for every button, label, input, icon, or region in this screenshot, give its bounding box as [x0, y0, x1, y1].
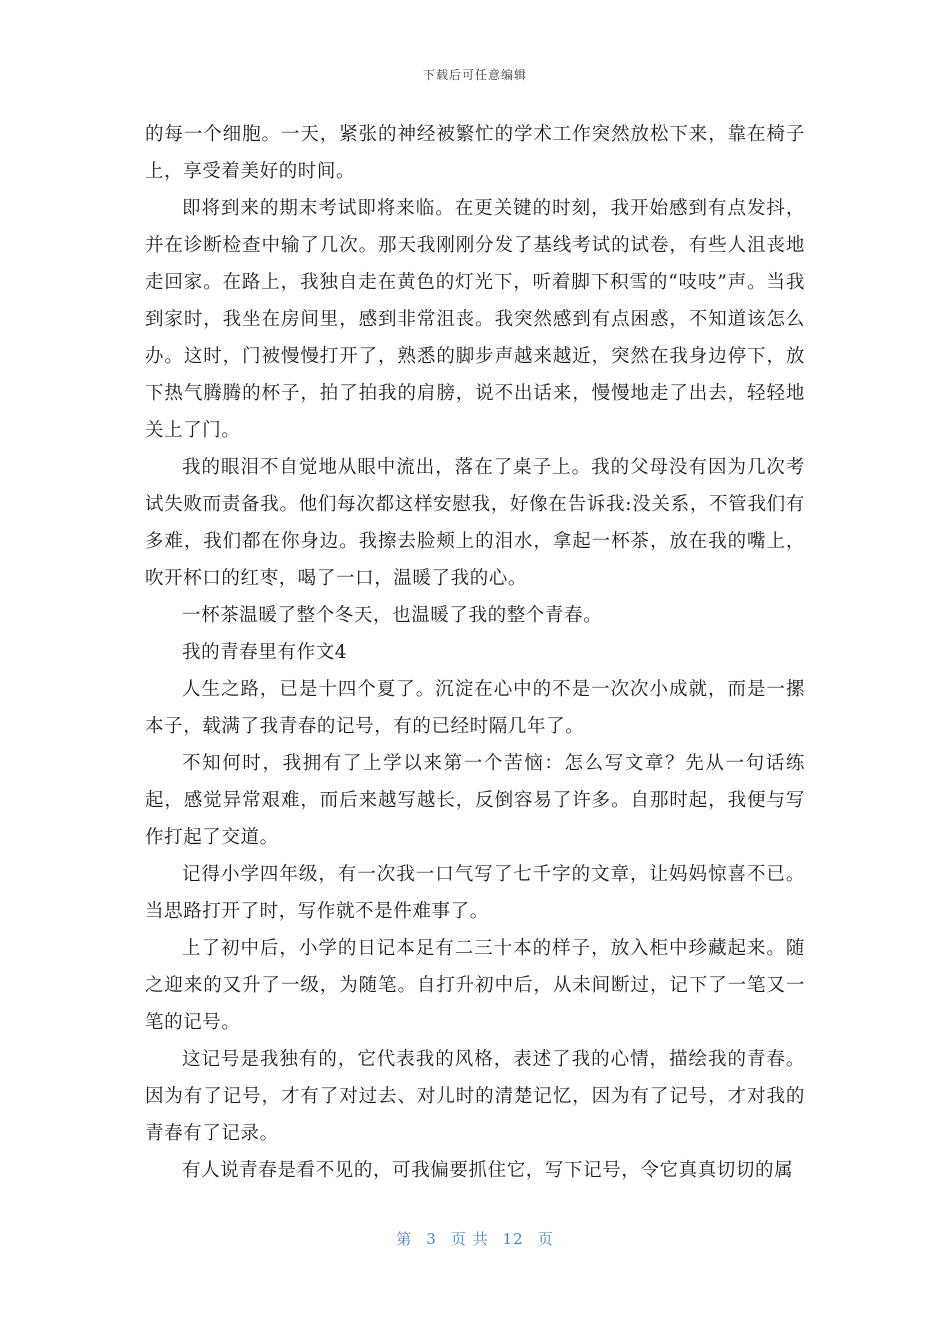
- paragraph: 有人说青春是看不见的，可我偏要抓住它，写下记号，令它真真切切的属: [182, 1160, 794, 1181]
- page-footer: [0, 1228, 950, 1249]
- footer-total-pages: 12: [502, 1230, 524, 1248]
- paragraph: 这记号是我独有的，它代表我的风格，表述了我的心情，描绘我的青春。因为有了记号，才有了对过去、对儿时的清楚记忆，因为有了记号，才对我的青春有了记录。: [145, 1049, 805, 1144]
- paragraph: 上了初中后，小学的日记本足有二三十本的样子，放入柜中珍藏起来。随之迎来的又升了一级，为随笔。自打升初中后，从未间断过，记下了一笔又一笔的记号。: [145, 938, 805, 1033]
- footer-label-end: 页: [537, 1230, 554, 1248]
- paragraph: 不知何时，我拥有了上学以来第一个苦恼：怎么写文章？先从一句话练起，感觉异常艰难，而后来越写越长，反倒容易了许多。自那时起，我便与写作打起了交道。: [145, 753, 805, 848]
- paragraph: 我的眼泪不自觉地从眼中流出，落在了桌子上。我的父母没有因为几次考试失败而责备我。他们每次都这样安慰我，好像在告诉我:没关系，不管我们有多难，我们都在你身边。我擦去脸颊上的泪水，拿起一杯茶，放在我的嘴上，吹开杯口的红枣，喝了一口，温暖了我的心。: [145, 457, 805, 589]
- paragraph: 一杯茶温暖了整个冬天，也温暖了我的整个青春。: [182, 605, 603, 626]
- page-header-note: 下载后可任意编辑: [422, 68, 527, 82]
- footer-label-of: 页 共: [450, 1230, 489, 1248]
- footer-label-page: 第: [396, 1230, 413, 1248]
- paragraph: 记得小学四年级，有一次我一口气写了七千字的文章，让妈妈惊喜不已。当思路打开了时，写作就不是件难事了。: [145, 864, 805, 922]
- paragraph: 人生之路，已是十四个夏了。沉淀在心中的不是一次次小成就，而是一摞本子，载满了我青春的记号，有的已经时隔几年了。: [145, 679, 805, 737]
- paragraph: 的每一个细胞。一天，紧张的神经被繁忙的学术工作突然放松下来，靠在椅子上，享受着美好的时间。: [145, 124, 805, 182]
- paragraph: 即将到来的期末考试即将来临。在更关键的时刻，我开始感到有点发抖，并在诊断检查中输了几次。那天我刚刚分发了基线考试的试卷，有些人沮丧地走回家。在路上，我独自走在黄色的灯光下，听着脚下积雪的“吱吱”声。当我到家时，我坐在房间里，感到非常沮丧。我突然感到有点困惑，不知道该怎么办。这时，门被慢慢打开了，熟悉的脚步声越来越近，突然在我身边停下，放下热气腾腾的杯子，拍了拍我的肩膀，说不出话来，慢慢地走了出去，轻轻地关上了门。: [145, 198, 805, 441]
- footer-current-page: 3: [426, 1230, 437, 1248]
- document-body: [145, 116, 805, 1189]
- section-title: 我的青春里有作文4: [182, 642, 348, 663]
